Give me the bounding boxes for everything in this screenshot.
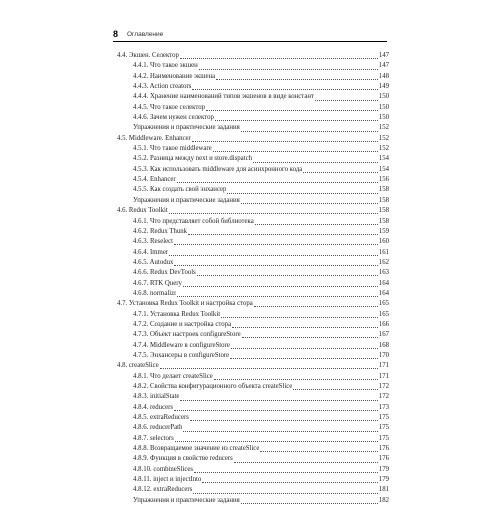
toc-entry-title	[117, 351, 229, 361]
toc-entry	[117, 341, 389, 351]
toc-entry-number: 4.8.9.	[133, 455, 149, 463]
toc-entry	[117, 299, 389, 309]
toc-entry	[117, 175, 389, 185]
toc-entry-page: 167	[378, 331, 389, 339]
toc-entry-text: Упражнения и практические задания	[133, 196, 240, 204]
toc-entry-title	[117, 196, 240, 206]
toc-entry-page: 172	[378, 393, 389, 401]
toc-entry	[117, 361, 389, 371]
toc-entry-title	[117, 237, 173, 247]
dot-leader	[202, 482, 377, 483]
toc-entry-number: 4.8.11.	[133, 476, 152, 484]
toc-entry-number: 4.8.8.	[133, 445, 149, 453]
toc-entry	[117, 496, 389, 506]
toc-entry-number: 4.8.	[117, 362, 128, 370]
toc-entry-text: Reselect	[150, 238, 174, 246]
toc-entry-number: 4.5.	[117, 134, 128, 142]
toc-entry-page: 149	[378, 83, 389, 91]
toc-entry	[117, 144, 389, 154]
toc-entry-page: 152	[378, 134, 389, 142]
toc-entry-page: 158	[378, 196, 389, 204]
toc-entry-title	[117, 485, 192, 495]
toc-entry-text: combineSlices	[153, 465, 194, 473]
toc-entry-number: 4.8.1.	[133, 372, 149, 380]
dot-leader	[260, 451, 377, 452]
toc-entry-text: Middleware в configureStore	[150, 341, 230, 349]
toc-entry-title	[117, 72, 215, 82]
dot-leader	[197, 275, 378, 276]
toc-entry-page: 164	[378, 289, 389, 297]
toc-entry-title	[117, 175, 176, 185]
dot-leader	[174, 410, 378, 411]
toc-entry	[117, 61, 389, 71]
toc-entry-text: initialState	[150, 393, 180, 401]
toc-entry-number: 4.6.3.	[133, 238, 149, 246]
toc-entry	[117, 382, 389, 392]
toc-entry-number: 4.6.4.	[133, 248, 149, 256]
toc-entry-title	[117, 320, 231, 330]
toc-entry-title	[117, 206, 168, 216]
toc-entry-number: 4.7.3.	[133, 331, 149, 339]
toc-entry-number: 4.6.2.	[133, 227, 149, 235]
toc-entry-title	[117, 248, 168, 258]
dot-leader	[175, 441, 378, 442]
toc-entry-title	[117, 258, 173, 268]
dot-leader	[180, 400, 377, 401]
toc-entry	[117, 403, 389, 413]
toc-entry-number: 4.4.3.	[133, 83, 149, 91]
toc-entry	[117, 165, 389, 175]
toc-entry-title	[117, 496, 240, 506]
toc-entry-title	[117, 82, 191, 92]
toc-entry-text: Autodux	[149, 258, 174, 266]
toc-entry-number: 4.8.6.	[133, 424, 149, 432]
dot-leader	[303, 172, 377, 173]
toc-entry-text: Что представляет собой библиотека	[150, 217, 254, 225]
toc-entry	[117, 351, 389, 361]
toc-entry-page: 148	[378, 72, 389, 80]
toc-entry	[117, 258, 389, 268]
toc-entry	[117, 475, 389, 485]
toc-entry-text: Разница между next и store.dispatch	[150, 155, 252, 163]
toc-entry-number: 4.6.6.	[133, 269, 149, 277]
toc-entry-title	[117, 279, 182, 289]
toc-entry-text: Энхансеры в configureStore	[150, 351, 230, 359]
toc-entry-page: 165	[378, 310, 389, 318]
dot-leader	[180, 58, 378, 59]
dot-leader	[174, 265, 377, 266]
toc-entry-page: 171	[378, 362, 389, 370]
toc-entry-title	[117, 341, 230, 351]
toc-entry-title	[117, 185, 226, 195]
toc-entry	[117, 413, 389, 423]
toc-entry-number: 4.8.3.	[133, 393, 149, 401]
toc-entry	[117, 434, 389, 444]
toc-entry-title	[117, 475, 201, 485]
dot-leader	[177, 296, 377, 297]
toc-entry-number: 4.4.6.	[133, 114, 149, 122]
toc-entry	[117, 372, 389, 382]
toc-entry	[117, 310, 389, 320]
toc-entry-text: Объект настроек configureStore	[150, 331, 241, 339]
dot-leader	[255, 224, 378, 225]
toc-entry-text: Функция в свойстве reducers	[150, 455, 233, 463]
dot-leader	[169, 255, 378, 256]
toc-entry-text: Свойства конфигурационного объекта createSlice	[150, 383, 293, 390]
toc-entry-title	[117, 113, 214, 123]
toc-entry-title	[117, 61, 198, 71]
toc-entry-number: 4.5.2.	[133, 155, 149, 163]
toc-entry-title	[117, 382, 292, 392]
toc-entry-text: Что такое middleware	[150, 145, 212, 153]
toc-entry-page: 158	[378, 207, 389, 215]
toc-entry-title	[117, 423, 182, 433]
toc-entry-title	[117, 289, 176, 299]
toc-entry-title	[117, 123, 240, 133]
toc-entry	[117, 103, 389, 113]
toc-entry-page: 168	[378, 341, 389, 349]
toc-entry-title	[117, 372, 213, 382]
toc-entry	[117, 268, 389, 278]
toc-entry-number: 4.8.12.	[133, 486, 152, 494]
toc-entry-number: 4.5.4.	[133, 176, 149, 184]
toc-entry-title	[117, 392, 179, 402]
dot-leader	[194, 472, 378, 473]
dot-leader	[174, 244, 378, 245]
dot-leader	[254, 306, 378, 307]
toc-entry-page: 159	[378, 227, 389, 235]
toc-entry-text: selectors	[150, 434, 174, 442]
toc-entry	[117, 485, 389, 495]
toc-entry-text: reducers	[150, 403, 174, 411]
toc-entry-page: 147	[378, 52, 389, 59]
toc-entry-title	[117, 403, 173, 413]
toc-entry-text: reducerPath	[150, 424, 183, 432]
toc-entry-number: 4.4.2.	[133, 72, 149, 80]
toc-entry-text: Redux Toolkit	[128, 207, 168, 215]
toc-entry-page: 166	[378, 320, 389, 328]
toc-entry-page: 160	[378, 238, 389, 246]
toc-entry-text: RTK Query	[150, 279, 182, 287]
toc-entry-page: 165	[378, 300, 389, 308]
toc-entry-number: 4.7.1.	[133, 310, 149, 318]
toc-entry-text: Упражнения и практические задания	[133, 496, 240, 504]
toc-entry-page: 150	[378, 114, 389, 122]
toc-entry-page: 175	[378, 424, 389, 432]
toc-entry-text: Как использовать middleware для асинхронного кода	[150, 165, 303, 173]
toc-entry	[117, 206, 389, 216]
toc-entry-number: 4.8.2.	[133, 383, 149, 390]
toc-entry-text: Что такое экшен	[150, 62, 198, 70]
toc-entry-number: 4.8.5.	[133, 414, 149, 422]
toc-entry-page: 152	[378, 145, 389, 153]
dot-leader	[192, 89, 377, 90]
toc-entry-number: 4.6.8.	[133, 289, 149, 297]
dot-leader	[230, 358, 378, 359]
toc-entry-text: Наименование экшена	[150, 72, 216, 80]
toc-entry	[117, 72, 389, 82]
toc-entry-title	[117, 51, 179, 61]
toc-entry-number: 4.8.4.	[133, 403, 149, 411]
dot-leader	[293, 389, 378, 390]
toc-entry-title	[117, 434, 174, 444]
dot-leader	[213, 151, 378, 152]
toc-entry-title	[117, 361, 159, 371]
dot-leader	[221, 317, 378, 318]
toc-entry-text: Как создать свой энхансер	[150, 186, 227, 194]
toc-entry-title	[117, 310, 220, 320]
toc-entry-title	[117, 268, 196, 278]
toc-entry-number: 4.5.1.	[133, 145, 149, 153]
toc-entry-text: extraReducers	[150, 414, 189, 422]
toc-entry-text: Middleware. Enhancer	[128, 134, 191, 142]
toc-entry	[117, 465, 389, 475]
dot-leader	[241, 131, 378, 132]
dot-leader	[193, 493, 378, 494]
toc-entry-page: 163	[378, 269, 389, 277]
toc-entry-number: 4.6.	[117, 207, 128, 215]
dot-leader	[241, 203, 378, 204]
toc-entry-number: 4.5.3.	[133, 165, 149, 173]
dot-leader	[177, 182, 378, 183]
toc-entry-page: 150	[378, 103, 389, 111]
toc-entry-page: 171	[378, 372, 389, 380]
toc-entry	[117, 134, 389, 144]
toc-entry	[117, 185, 389, 195]
dot-leader	[199, 69, 378, 70]
toc-entry-page: 162	[378, 258, 389, 266]
toc-entry-text: Что такое селектор	[150, 103, 206, 111]
toc-entry-number: 4.7.	[117, 300, 128, 308]
dot-leader	[227, 193, 377, 194]
toc-entry	[117, 123, 389, 133]
toc-entry-title	[117, 134, 191, 144]
toc-entry-title	[117, 227, 187, 237]
toc-entry-number: 4.4.5.	[133, 103, 149, 111]
toc-entry-page: 173	[378, 403, 389, 411]
toc-entry-text: Установка Redux Toolkit	[150, 310, 221, 318]
toc-entry-page: 176	[378, 455, 389, 463]
toc-entry	[117, 444, 389, 454]
toc-entry	[117, 279, 389, 289]
toc-entry	[117, 154, 389, 164]
toc-entry-number: 4.4.4.	[133, 93, 149, 101]
toc-entry-number: 4.8.7.	[133, 434, 149, 442]
dot-leader	[192, 141, 378, 142]
toc-entry-title	[117, 299, 253, 309]
toc-entry	[117, 454, 389, 464]
toc-entry-page: 170	[378, 351, 389, 359]
toc-entry	[117, 289, 389, 299]
toc-entry	[117, 248, 389, 258]
toc-entry-text: Enhancer	[150, 176, 176, 184]
dot-leader	[188, 234, 378, 235]
toc-entry-page: 182	[378, 496, 389, 504]
dot-leader	[215, 120, 378, 121]
toc-entry-text: Установка Redux Toolkit и настройка стора	[128, 300, 253, 308]
toc-entry-page: 179	[378, 465, 389, 473]
toc-entry-text: Redux DevTools	[150, 269, 196, 277]
dot-leader	[169, 213, 378, 214]
toc-entry-page: 147	[378, 62, 389, 70]
toc-entry-number: 4.6.1.	[133, 217, 149, 225]
table-of-contents	[117, 51, 389, 506]
dot-leader	[232, 327, 378, 328]
toc-entry-page: 181	[378, 486, 389, 494]
dot-leader	[242, 337, 378, 338]
toc-entry-text: Упражнения и практические задания	[133, 124, 240, 132]
toc-entry-number: 4.7.4.	[133, 341, 149, 349]
toc-entry-number: 4.7.5.	[133, 351, 149, 359]
toc-entry-text: Хранение наименований типов экшенов в виде констант	[150, 93, 314, 101]
toc-entry-number: 4.5.5.	[133, 186, 149, 194]
toc-entry-title	[117, 413, 189, 423]
toc-entry	[117, 330, 389, 340]
dot-leader	[234, 462, 378, 463]
toc-entry	[117, 320, 389, 330]
toc-entry-number: 4.4.1.	[133, 62, 149, 70]
toc-entry-text: createSlice	[128, 362, 159, 370]
toc-entry	[117, 237, 389, 247]
toc-entry-text: Экшен. Селектор	[128, 52, 179, 59]
dot-leader	[183, 431, 377, 432]
toc-entry-number: 4.6.7.	[133, 279, 149, 287]
toc-entry-page: 154	[378, 165, 389, 173]
toc-entry-page: 175	[378, 414, 389, 422]
toc-entry-page: 158	[378, 217, 389, 225]
toc-entry	[117, 92, 389, 102]
toc-entry-page: 158	[378, 186, 389, 194]
toc-entry-page: 179	[378, 476, 389, 484]
toc-entry-title	[117, 454, 233, 464]
toc-entry	[117, 82, 389, 92]
toc-entry-title	[117, 144, 212, 154]
dot-leader	[160, 368, 378, 369]
toc-entry	[117, 113, 389, 123]
toc-entry-text: inject и injectInto	[153, 476, 202, 484]
toc-entry-title	[117, 92, 314, 102]
toc-entry-number: 4.8.10.	[133, 465, 152, 473]
toc-entry-page: 154	[378, 155, 389, 163]
toc-entry-page: 172	[378, 383, 389, 390]
dot-leader	[231, 348, 378, 349]
toc-entry-text: extraReducers	[153, 486, 193, 494]
toc-entry	[117, 196, 389, 206]
dot-leader	[206, 110, 378, 111]
toc-entry-title	[117, 154, 252, 164]
dot-leader	[253, 162, 378, 163]
toc-entry	[117, 227, 389, 237]
toc-entry-page: 176	[378, 445, 389, 453]
toc-entry-title	[117, 217, 254, 227]
toc-entry-page: 152	[378, 124, 389, 132]
toc-entry	[117, 217, 389, 227]
toc-entry	[117, 392, 389, 402]
toc-entry-title	[117, 444, 259, 454]
dot-leader	[241, 503, 378, 504]
toc-entry-page: 175	[378, 434, 389, 442]
running-head: Оглавление	[127, 30, 164, 38]
toc-entry-number: 4.4.	[117, 52, 128, 59]
toc-entry-text: Immer	[150, 248, 169, 256]
dot-leader	[216, 79, 378, 80]
toc-entry	[117, 51, 389, 61]
toc-entry-text: Создание и настройка стора	[150, 320, 232, 328]
page-number: 8	[113, 29, 119, 39]
toc-entry-text: Зачем нужен селектор	[150, 114, 214, 122]
toc-entry-title	[117, 103, 205, 113]
toc-entry-number: 4.7.2.	[133, 320, 149, 328]
toc-entry-text: normalizr	[150, 289, 177, 297]
dot-leader	[214, 379, 378, 380]
toc-entry-page: 161	[378, 248, 389, 256]
toc-entry-page: 150	[378, 93, 389, 101]
toc-entry-title	[117, 330, 241, 340]
toc-entry	[117, 423, 389, 433]
toc-entry-title	[117, 465, 193, 475]
toc-entry-number: 4.6.5.	[133, 258, 149, 266]
dot-leader	[190, 420, 378, 421]
toc-entry-page: 156	[378, 176, 389, 184]
toc-entry-text: Redux Thunk	[150, 227, 188, 235]
toc-entry-text: Возвращаемое значение из createSlice	[150, 445, 260, 453]
dot-leader	[183, 286, 378, 287]
dot-leader	[315, 100, 378, 101]
toc-entry-text: Что делает createSlice	[150, 372, 213, 380]
toc-entry-title	[117, 165, 302, 175]
toc-entry-page: 164	[378, 279, 389, 287]
toc-entry-text: Action creators	[149, 83, 192, 91]
page-header	[113, 27, 387, 42]
